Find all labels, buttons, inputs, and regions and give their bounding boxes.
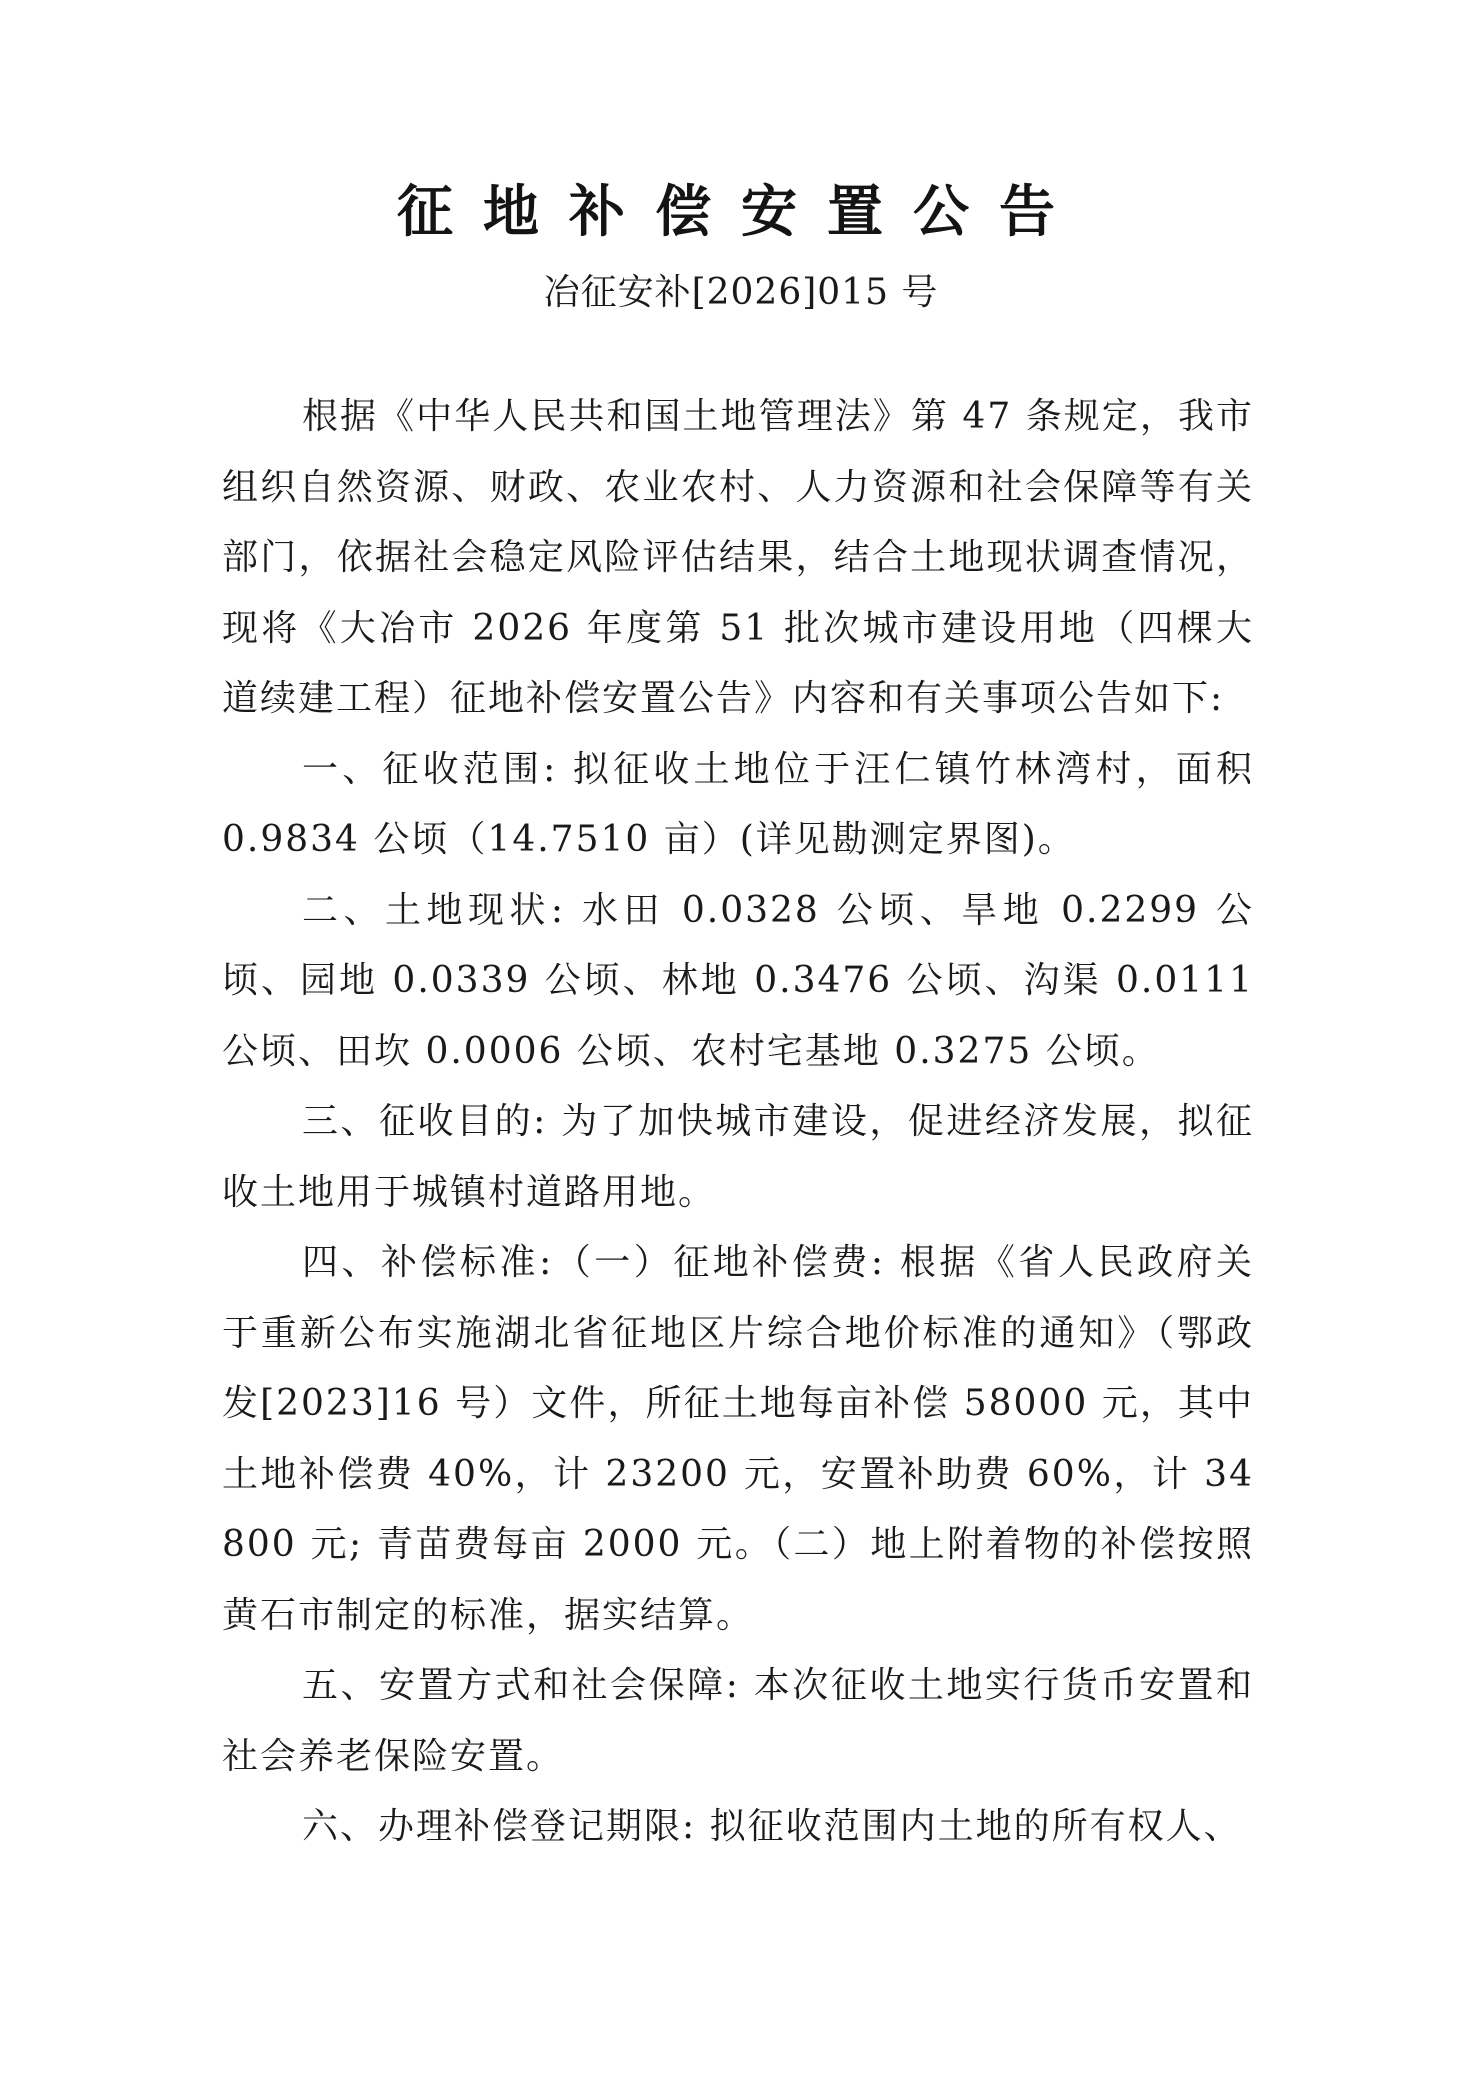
paragraph-land-status: 二、土地现状: 水田 0.0328 公顷、旱地 0.2299 公顷、园地 0.0339 公顷、林地 0.3476 公顷、沟渠 0.0111 公顷、田坎 0.0006 公顷、农村宅基地 0.3275 公顷。: [222, 889, 1254, 1072]
paragraph-scope: 一、征收范围: 拟征收土地位于汪仁镇竹林湾村，面积 0.9834 公顷（14.7510 亩）(详见勘测定界图)。: [222, 748, 1254, 860]
paragraph-registration: 六、办理补偿登记期限: 拟征收范围内土地的所有权人、: [302, 1806, 1242, 1847]
document-number: 冶征安补[2026]015 号: [543, 272, 939, 313]
paragraph-resettlement: 五、安置方式和社会保障: 本次征收土地实行货币安置和社会养老保险安置。: [222, 1665, 1254, 1777]
document-body: [222, 382, 1254, 1863]
paragraph-compensation: 四、补偿标准:（一）征地补偿费: 根据《省人民政府关于重新公布实施湖北省征地区片综合地价标准的通知》（鄂政发[2023]16 号）文件，所征土地每亩补偿 58000 元，其中土地补偿费 40%，计 23200 元，安置补助费 60%，计 34800 元; 青苗费每亩 2000 元。（二）地上附着物的补偿按照黄石市制定的标准，据实结算。: [222, 1242, 1254, 1636]
paragraph-intro: 根据《中华人民共和国土地管理法》第 47 条规定，我市组织自然资源、财政、农业农村、人力资源和社会保障等有关部门，依据社会稳定风险评估结果，结合土地现状调查情况，现将《大冶市 2026 年度第 51 批次城市建设用地（四棵大道续建工程）征地补偿安置公告》内容和有关事项公告如下:: [222, 396, 1254, 719]
document-title: 征地补偿安置公告: [397, 180, 1085, 245]
paragraph-purpose: 三、征收目的: 为了加快城市建设，促进经济发展，拟征收土地用于城镇村道路用地。: [222, 1101, 1254, 1213]
